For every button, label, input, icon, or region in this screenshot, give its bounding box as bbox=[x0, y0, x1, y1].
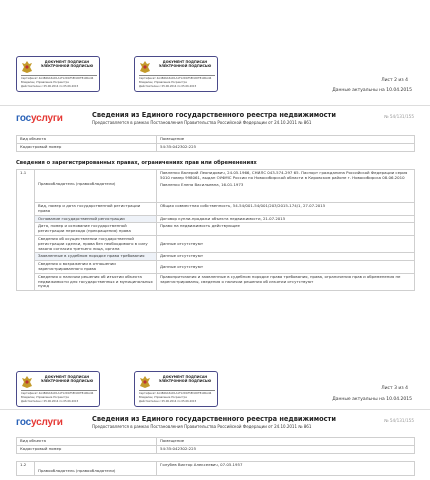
stamp-title: ДОКУМЕНТ ПОДПИСАН ЭЛЕКТРОННОЙ ПОДПИСЬЮ bbox=[158, 375, 212, 383]
row-label: Основание государственной регистрации bbox=[35, 215, 157, 223]
stamp-owner: Владелец: Управление Росреестра bbox=[21, 81, 69, 84]
table-row bbox=[17, 261, 415, 274]
coat-of-arms-icon bbox=[21, 60, 33, 74]
row-label: Сведения об осуществлении государственной регистрации сделки, права без необходимого в силу закона согласия третьего лица, органа bbox=[35, 235, 157, 252]
stamp-cert: Сертификат 4A4B26A5AD1A1F12D1E5ED2DF8190A46 bbox=[139, 77, 212, 80]
row-value: Общая совместная собственность, 54-54/001-54/001/203/2015-174/1, 27.07.2015 bbox=[157, 203, 415, 216]
row-label: Вид объекта bbox=[17, 136, 157, 144]
sheet-number: Лист 2 из 4 bbox=[381, 78, 408, 83]
row-value: Данные отсутствуют bbox=[157, 235, 415, 252]
rights-table bbox=[16, 461, 415, 476]
stamp-owner: Владелец: Управление Росреестра bbox=[139, 81, 187, 84]
row-value: 54:35:042302:225 bbox=[157, 445, 415, 453]
section-heading: Сведения о зарегистрированных правах, ограничениях прав или обременениях bbox=[16, 160, 257, 166]
coat-of-arms-icon bbox=[139, 60, 151, 74]
document-header bbox=[0, 409, 430, 431]
table-row bbox=[17, 235, 415, 252]
stamp-cert: Сертификат 4A4B26A5AD1A1F12D1E5ED2DF8190A46 bbox=[21, 392, 94, 395]
row-label: Сведения о наличии решения об изъятии объекта недвижимости для государственных и муниципальных нужд bbox=[35, 273, 157, 290]
row-label: Заявленные в судебном порядке права требования bbox=[35, 253, 157, 261]
document-number: № 54/131/155 bbox=[384, 418, 414, 423]
stamp-validity: Действителен с 05.06.2014 по 05.06.2015 bbox=[21, 85, 79, 88]
coat-of-arms-icon bbox=[139, 375, 151, 389]
row-value: Данные отсутствуют bbox=[157, 261, 415, 274]
row-value: Помещение bbox=[157, 438, 415, 446]
table-row bbox=[17, 273, 415, 290]
gosuslugi-logo: госуслуги bbox=[16, 113, 63, 124]
data-actual-date: Данные актуальны на 10.04.2015 bbox=[332, 397, 412, 402]
row-value: Данные отсутствуют bbox=[157, 253, 415, 261]
table-row bbox=[17, 438, 415, 446]
table-row bbox=[17, 170, 415, 203]
gosuslugi-logo: госуслуги bbox=[16, 417, 63, 428]
table-row bbox=[17, 215, 415, 223]
table-row bbox=[17, 136, 415, 144]
stamp-owner: Владелец: Управление Росреестра bbox=[21, 396, 69, 399]
e-signature-stamp bbox=[134, 56, 218, 92]
object-table bbox=[16, 437, 415, 454]
stamp-title: ДОКУМЕНТ ПОДПИСАН ЭЛЕКТРОННОЙ ПОДПИСЬЮ bbox=[40, 60, 94, 68]
e-signature-stamp bbox=[16, 371, 100, 407]
row-label: Вид, номер и дата государственной регистрации права bbox=[35, 203, 157, 216]
rights-table bbox=[16, 169, 415, 291]
row-value: Правопритязания и заявленные в судебном порядке права требования, права, ограничения прав и обременения не зарегистрированы, сведения о наличии решения об изъятии отсутствуют bbox=[157, 273, 415, 290]
document-page-2 bbox=[0, 365, 430, 480]
owner-1: Павленко Валерий Леонидович, 24.05.1966, СНИЛС 043-574-297 65. Паспорт гражданина Российской Федерации серия 5010 номер 998061, выдан ОУФМС России по Новосибирской области в Кировском районе г. Новосибирска 08.06.2010 bbox=[160, 170, 408, 180]
document-subtitle: Предоставляется в рамках Постановления Правительства Российской Федерации от 24.10.2011 № 861 bbox=[92, 120, 312, 125]
document-subtitle: Предоставляется в рамках Постановления Правительства Российской Федерации от 24.10.2011 № 861 bbox=[92, 424, 312, 429]
sheet-number: Лист 3 из 4 bbox=[381, 386, 408, 391]
object-table bbox=[16, 135, 415, 152]
document-number: № 54/131/155 bbox=[384, 114, 414, 119]
e-signature-stamp bbox=[16, 56, 100, 92]
signature-row bbox=[0, 371, 430, 411]
row-label: Дата, номер и основание государственной регистрации перехода (прекращения) права bbox=[35, 223, 157, 236]
table-row bbox=[17, 223, 415, 236]
table-row bbox=[17, 143, 415, 151]
row-label: Правообладатель (правообладатели) bbox=[35, 170, 157, 203]
e-signature-stamp bbox=[134, 371, 218, 407]
stamp-validity: Действителен с 05.06.2014 по 05.06.2015 bbox=[21, 400, 79, 403]
owner-2: Павленко Елена Васильевна, 16.01.1973 bbox=[160, 181, 244, 187]
row-label: Вид объекта bbox=[17, 438, 157, 446]
row-label: Кадастровый номер bbox=[17, 143, 157, 151]
row-value: Голубев Виктор Алексеевич, 07.05.1957 bbox=[157, 462, 415, 476]
table-row bbox=[17, 445, 415, 453]
stamp-cert: Сертификат 4A4B26A5AD1A1F12D1E5ED2DF8190A46 bbox=[21, 77, 94, 80]
stamp-validity: Действителен с 05.06.2014 по 05.06.2015 bbox=[139, 400, 197, 403]
data-actual-date: Данные актуальны на 10.04.2015 bbox=[332, 88, 412, 93]
table-row bbox=[17, 253, 415, 261]
row-value: Договор купли-продажи объекта недвижимости, 21.07.2015 bbox=[157, 215, 415, 223]
stamp-cert: Сертификат 4A4B26A5AD1A1F12D1E5ED2DF8190A46 bbox=[139, 392, 212, 395]
row-label: Сведения о возражении в отношении зарегистрированного права bbox=[35, 261, 157, 274]
stamp-owner: Владелец: Управление Росреестра bbox=[139, 396, 187, 399]
entry-number: 1.1 bbox=[17, 170, 35, 291]
document-header bbox=[0, 105, 430, 127]
row-label: Кадастровый номер bbox=[17, 445, 157, 453]
row-value: Право на недвижимость действующее bbox=[157, 223, 415, 236]
row-value bbox=[157, 170, 415, 203]
document-title: Сведения из Единого государственного реестра недвижимости bbox=[92, 111, 336, 119]
coat-of-arms-icon bbox=[21, 375, 33, 389]
row-label: Правообладатель (правообладатели) bbox=[35, 462, 157, 476]
entry-number: 1.2 bbox=[17, 462, 35, 476]
row-value: 54:35:042302:225 bbox=[157, 143, 415, 151]
table-row bbox=[17, 462, 415, 476]
document-title: Сведения из Единого государственного реестра недвижимости bbox=[92, 415, 336, 423]
stamp-title: ДОКУМЕНТ ПОДПИСАН ЭЛЕКТРОННОЙ ПОДПИСЬЮ bbox=[158, 60, 212, 68]
table-row bbox=[17, 203, 415, 216]
row-value: Помещение bbox=[157, 136, 415, 144]
stamp-validity: Действителен с 05.06.2014 по 05.06.2015 bbox=[139, 85, 197, 88]
stamp-title: ДОКУМЕНТ ПОДПИСАН ЭЛЕКТРОННОЙ ПОДПИСЬЮ bbox=[40, 375, 94, 383]
